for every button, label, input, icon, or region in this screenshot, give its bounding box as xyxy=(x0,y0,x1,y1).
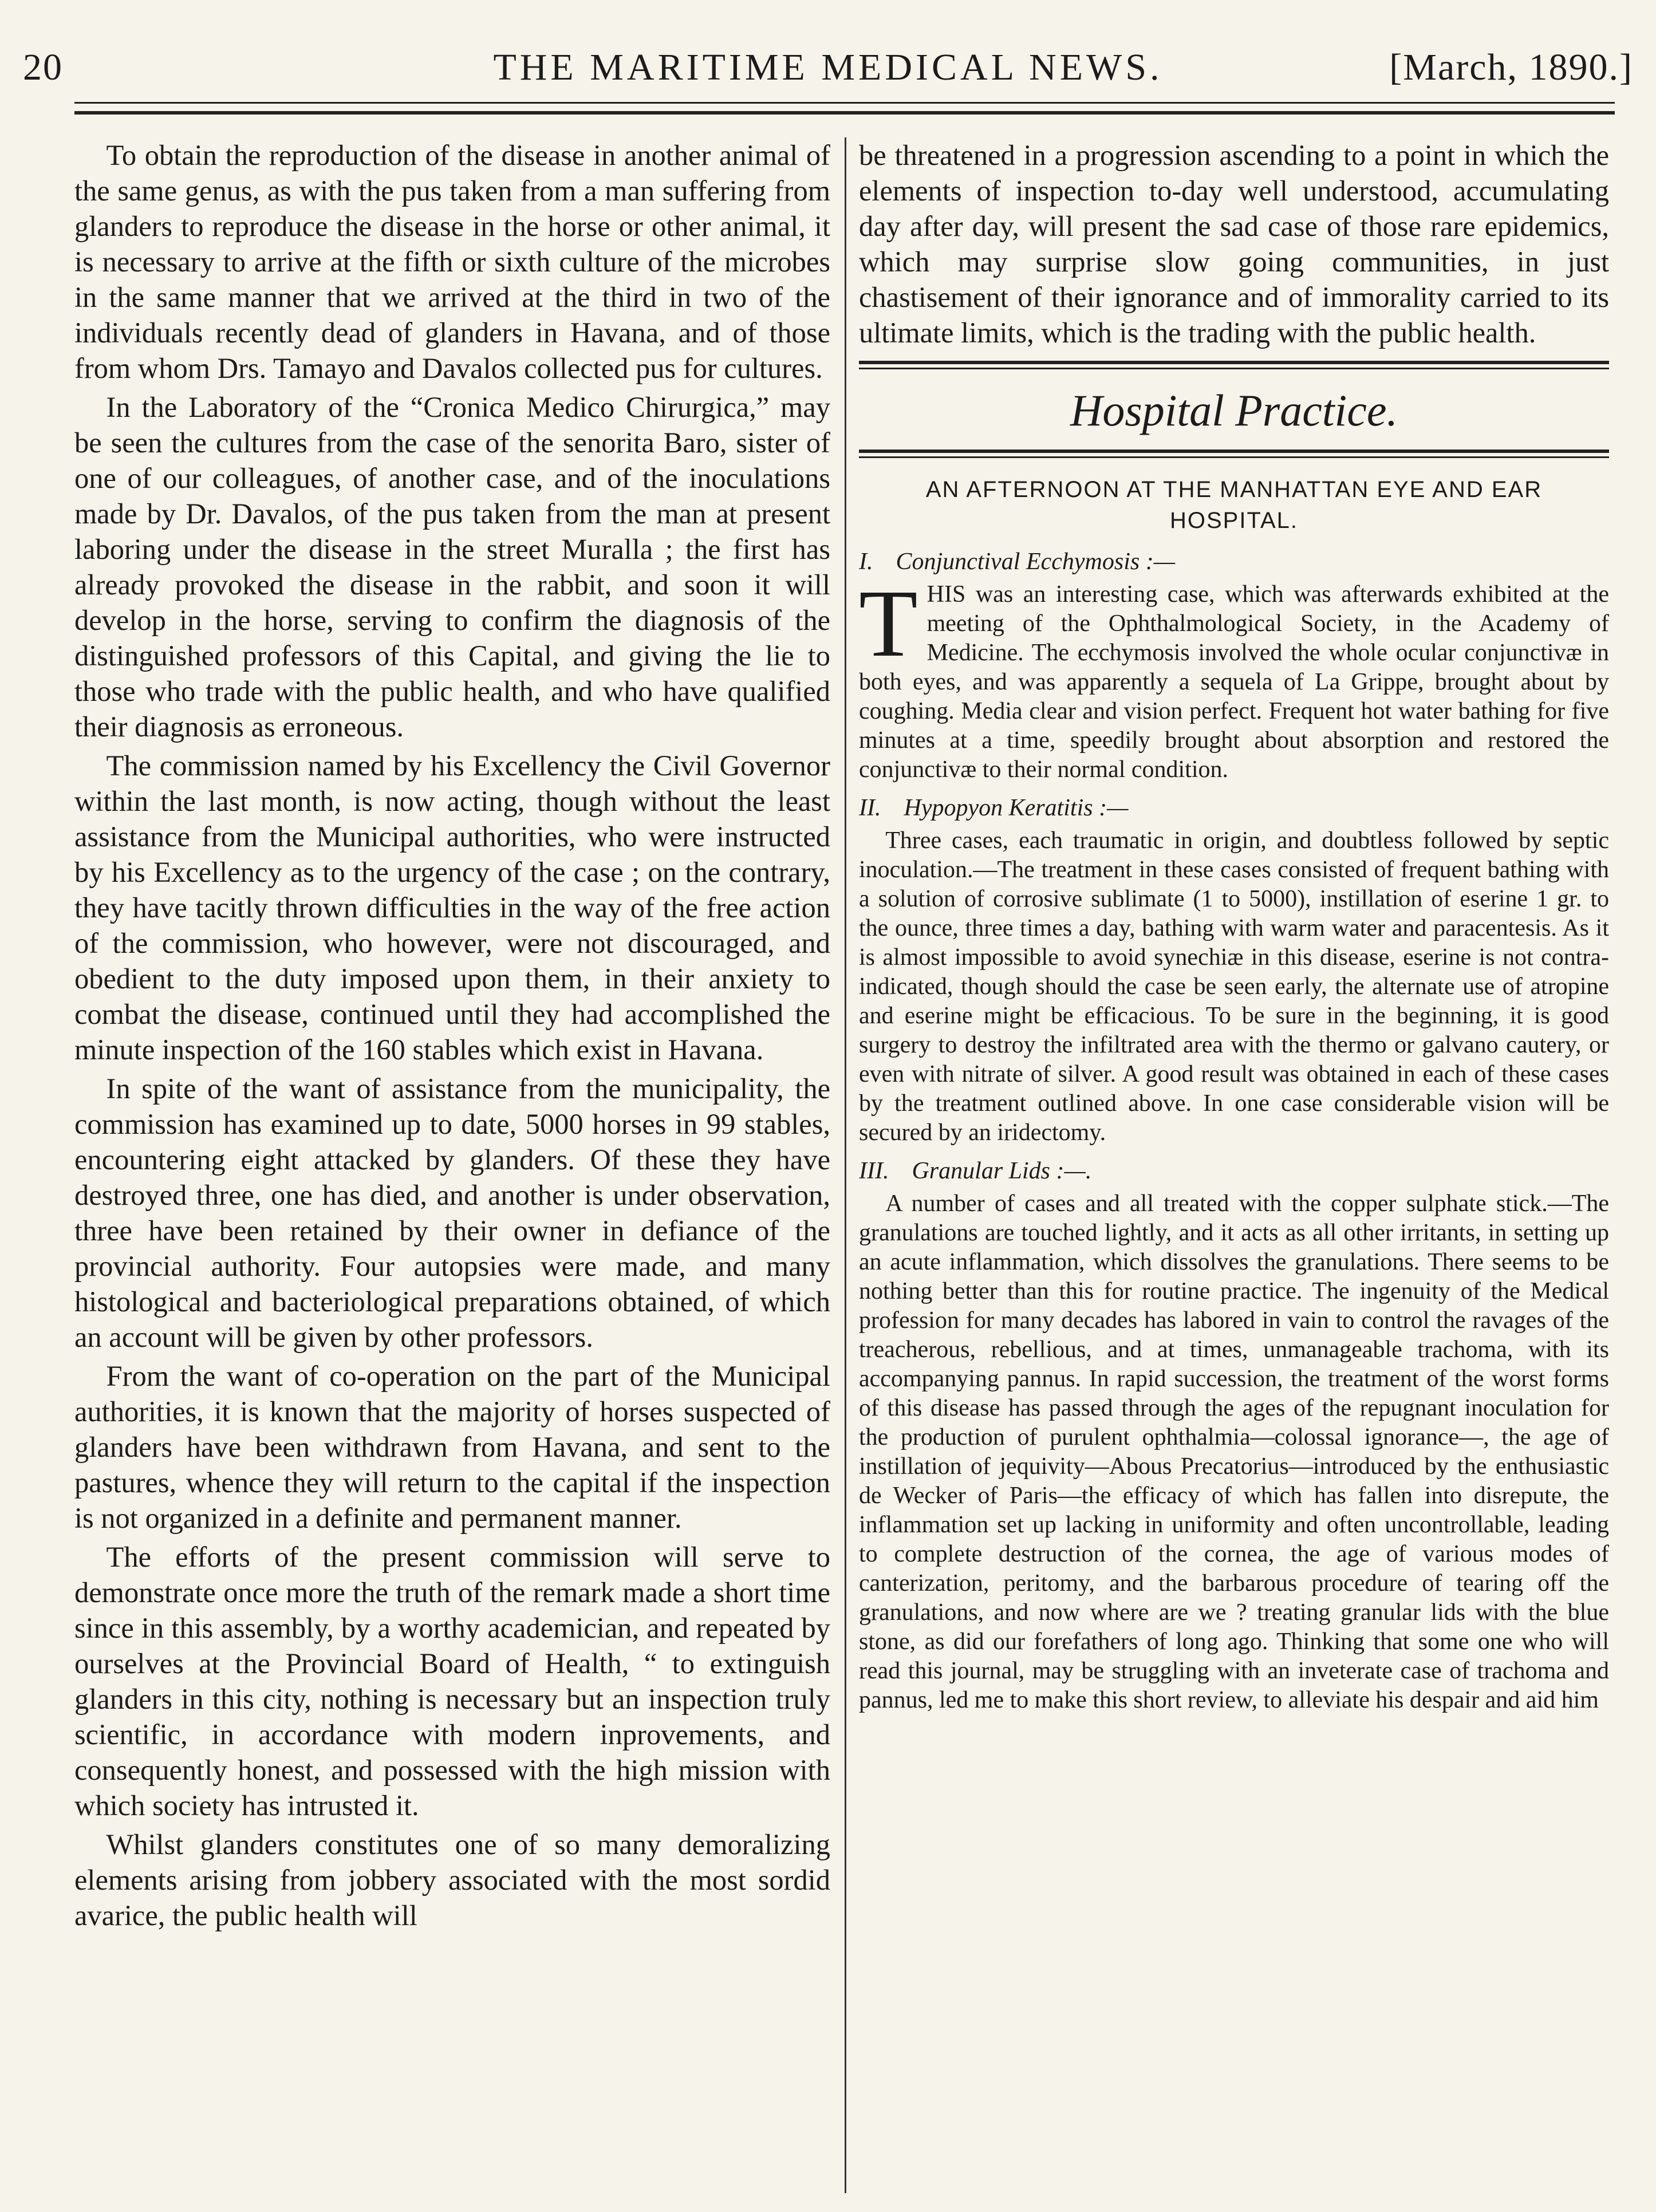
subsection-text: Three cases, each traumatic in origin, and doubtless followed by septic inoculation.—The treatment in these cases consisted of frequent bathing with a solution of corrosive sublimate (1 to 5000), instillation of eserine 1 gr. to the ounce, three times a day, bathing with warm water and paracentesis. As it is almost impossible to avoid synechiæ in this disease, eserine is not contra-indicated, though should the case be seen early, the alternate use of atropine and eserine might be efficacious. To be sure in the beginning, it is good surgery to destroy the infiltrated area with the thermo or galvano cautery, or even with nitrate of silver. A good result was obtained in each of these cases by the treatment outlined above. In one case considerable vision will be secured by an iridectomy. xyxy=(859,827,1609,1146)
subsection-heading xyxy=(859,794,1609,823)
subsection-numeral: I. xyxy=(859,549,873,575)
section-rule xyxy=(859,361,1609,364)
article-body xyxy=(859,547,1609,1715)
subsection-title: Conjunctival Ecchymosis :— xyxy=(896,549,1176,575)
paragraph: In the Laboratory of the “Cronica Medico Chirurgica,” may be seen the cultures from the case of the senorita Baro, sister of one of our colleagues, of another case, and of the inoculations made by Dr. Davalos, of the pus taken from the man at present laboring under the disease in the street Muralla ; the first has already provoked the disease in the rabbit, and soon it will develop in the horse, serving to confirm the diagnosis of the distinguished professors of this Capital, and giving the lie to those who trade with the public health, and who have qualified their diagnosis as erroneous. xyxy=(74,391,830,743)
section-rule xyxy=(859,450,1609,453)
paragraph: From the want of co-operation on the part of the Municipal authorities, it is known that the majority of horses suspected of glanders have been withdrawn from Havana, and sent to the pastures, whence they will return to the capital if the inspection is not organized in a definite and permanent manner. xyxy=(74,1360,830,1534)
subsection-numeral: III. xyxy=(859,1158,889,1184)
paragraph: To obtain the reproduction of the disease in another animal of the same genus, as with the pus taken from a man suffering from glanders to reproduce the disease in the horse or other animal, it is necessary to arrive at the fifth or sixth culture of the microbes in the same manner that we arrived at the third in two of the individuals recently dead of glanders in Havana, and of those from whom Drs. Tamayo and Davalos collected pus for cultures. xyxy=(74,139,830,384)
paragraph: In spite of the want of assistance from the municipality, the commission has examined up to date, 5000 horses in 99 stables, encountering eight attacked by glanders. Of these they have destroyed three, one has died, and another is under observation, three have been retained by their owner in defiance of the provincial authority. Four autopsies were made, and many histological and bacteriological preparations obtained, of which an account will be given by other professors. xyxy=(74,1073,830,1353)
subsection-text xyxy=(859,570,1609,784)
header-rule-top xyxy=(74,102,1615,104)
section-rule xyxy=(859,456,1609,458)
subsection-numeral: II. xyxy=(859,795,881,821)
continuation-paragraph: be threatened in a progression ascending to a point in which the elements of inspection to-day well understood, accumulating day after day, will present the sad case of those rare epidemics, which may surprise slow going communities, in just chastisement of their ignorance and of immorality carried to its ultimate limits, which is the trading with the public health. xyxy=(859,139,1609,349)
page-number: 20 xyxy=(23,46,63,88)
article-title: AN AFTERNOON AT THE MANHATTAN EYE AND EAR HOSPITAL. xyxy=(925,477,1543,533)
subsection-text: A number of cases and all treated with the copper sulphate stick.—The granulations are touched lightly, and it acts as all other irritants, in setting up an acute inflammation, which dissolves the granulations. There seems to be nothing better than this for routine practice. The ingenuity of the Medical profession for many decades has labored in vain to control the ravages of the treacherous, rebellious, and at times, unmanageable trachoma, with its accompanying pannus. In rapid succession, the treatment of the worst forms of this disease has passed through the ages of the repugnant inoculation for the production of purulent ophthalmia—colossal ignorance—, the age of instillation of jequivity—Abous Precatorius—introduced by the enthusiastic de Wecker of Paris—the efficacy of which has fallen into disrepute, the inflammation set up lacking in uniformity and often uncontrollable, leading to complete destruction of the cornea, the age of various modes of canterization, peritomy, and the barbarous procedure of tearing off the granulations, and now where are we ? treating granular lids with the blue stone, as did our forefathers of long ago. Thinking that some one who will read this journal, may be struggling with an inveterate case of trachoma and pannus, led me to make this short review, to alleviate his despair and aid him xyxy=(859,1190,1609,1713)
subsection-title: Granular Lids :—. xyxy=(912,1158,1092,1184)
drop-cap: T xyxy=(859,570,918,677)
subsection-text-body: HIS was an interesting case, which was afterwards exhibited at the meeting of the Ophthalmological Society, in the Academy of Medicine. The ecchymosis involved the whole ocular conjunctivæ in both eyes, and was apparently a sequela of La Grippe, brought about by coughing. Media clear and vision perfect. Frequent hot water bathing for five minutes at a time, speedily brought about absorption and restored the conjunctivæ to their normal condition. xyxy=(859,581,1609,783)
subsection-heading xyxy=(859,547,1609,577)
subsection-title: Hypopyon Keratitis :— xyxy=(904,795,1129,821)
right-column xyxy=(859,137,1609,2193)
subsection-heading xyxy=(859,1157,1609,1186)
issue-date: [March, 1890.] xyxy=(1389,46,1633,88)
section-heading: Hospital Practice. xyxy=(1070,385,1398,435)
paragraph: The commission named by his Excellency the Civil Governor within the last month, is now acting, though without the least assistance from the Municipal authorities, who were instructed by his Excellency as to the urgency of the case ; on the contrary, they have tacitly thrown difficulties in the way of the free action of the commission, who however, were not discouraged, and obedient to the duty imposed upon them, in their anxiety to combat the disease, continued until they had accomplished the minute inspection of the 160 stables which exist in Havana. xyxy=(74,750,830,1066)
page-header xyxy=(23,34,1633,97)
paragraph: The efforts of the present commission will serve to demonstrate once more the truth of the remark made a short time since in this assembly, by a worthy academician, and repeated by ourselves at the Provincial Board of Health, “ to extinguish glanders in this city, nothing is necessary but an inspection truly scientific, in accordance with modern inprovements, and consequently honest, and possessed with the high mission with which society has intrusted it. xyxy=(74,1541,830,1821)
header-rule-bottom xyxy=(74,111,1615,115)
section-rule xyxy=(859,368,1609,369)
left-column xyxy=(74,137,830,2193)
column-divider xyxy=(845,137,846,2193)
journal-title: THE MARITIME MEDICAL NEWS. xyxy=(493,46,1163,88)
paragraph: Whilst glanders constitutes one of so many demoralizing elements arising from jobbery associated with the most sordid avarice, the public health will xyxy=(74,1828,830,1931)
